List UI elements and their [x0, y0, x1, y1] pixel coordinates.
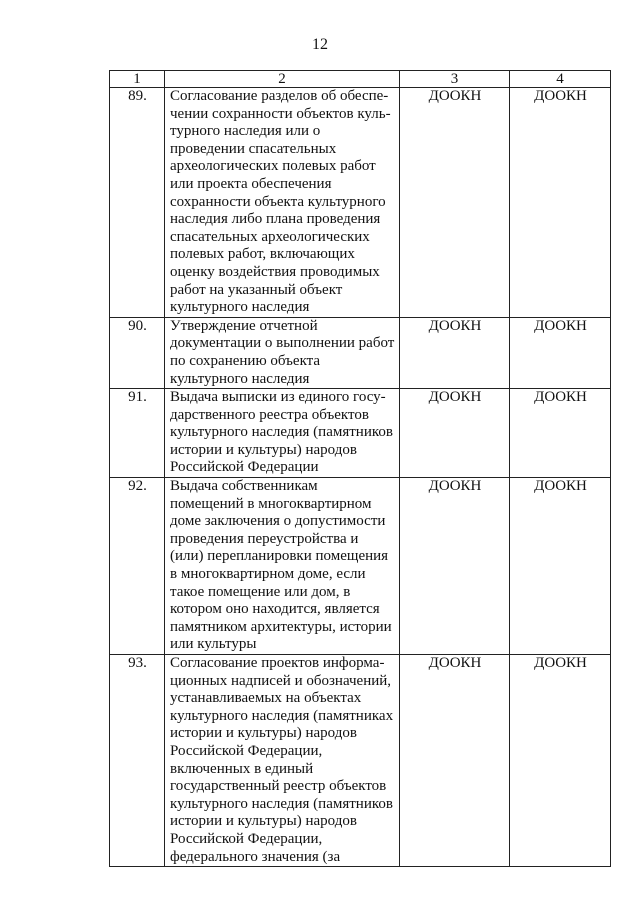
description-line: дарственного реестра объектов [170, 406, 369, 423]
description-line: Выдача собственникам [170, 478, 318, 495]
description-line: устанавливаемых на объектах [170, 690, 362, 707]
row-description [165, 478, 400, 655]
description-line: проведении спасательных [170, 140, 337, 157]
row-number: 93. [110, 655, 165, 867]
table-body [110, 88, 611, 867]
description-line: культурного наследия (памятниках [170, 707, 394, 724]
description-line: полевых работ, включающих [170, 246, 355, 263]
description-line: Согласование проектов информа- [170, 655, 385, 671]
description-line: документации о выполнении работ [170, 335, 395, 352]
row-col3-authority: ДООКН [400, 88, 510, 318]
row-col4-authority: ДООКН [510, 88, 611, 318]
row-col4-authority: ДООКН [510, 478, 611, 655]
description-line: котором оно находится, является [170, 601, 380, 618]
header-row [110, 71, 611, 88]
description-line: культурного наследия (памятников [170, 424, 393, 441]
description-line: культурного наследия (памятников [170, 795, 393, 812]
table-row [110, 389, 611, 478]
row-number: 90. [110, 317, 165, 388]
header-col-3: 3 [400, 71, 510, 88]
description-line: или культуры [170, 636, 257, 653]
description-line: помещений в многоквартирном [170, 495, 372, 512]
description-line: Согласование разделов об обеспе- [170, 88, 389, 104]
description-line: Российской Федерации, [170, 742, 323, 759]
table-row [110, 478, 611, 655]
header-col-4: 4 [510, 71, 611, 88]
description-line: Российской Федерации [170, 459, 319, 476]
description-line: культурного наследия [170, 370, 310, 387]
description-line: работ на указанный объект [170, 281, 343, 298]
description-line: истории и культуры) народов [170, 441, 357, 458]
table-row [110, 88, 611, 318]
description-line: по сохранению объекта [170, 352, 321, 369]
row-col3-authority: ДООКН [400, 317, 510, 388]
description-line: археологических полевых работ [170, 158, 376, 175]
header-col-2: 2 [165, 71, 400, 88]
row-col3-authority: ДООКН [400, 389, 510, 478]
description-line: оценку воздействия проводимых [170, 263, 380, 280]
row-col3-authority: ДООКН [400, 655, 510, 867]
row-number: 91. [110, 389, 165, 478]
row-description [165, 655, 400, 867]
description-line: истории и культуры) народов [170, 725, 357, 742]
row-description [165, 88, 400, 318]
description-line: сохранности объекта культурного [170, 193, 386, 210]
page-number: 12 [312, 36, 328, 53]
description-line: проведения переустройства и [170, 530, 359, 547]
description-line: Выдача выписки из единого госу- [170, 389, 386, 406]
description-line: государственный реестр объектов [170, 778, 387, 795]
description-line: федерального значения (за [170, 848, 341, 865]
services-table [109, 70, 611, 867]
description-line: такое помещение или дом, в [170, 583, 351, 600]
description-line: наследия либо плана проведения [170, 211, 381, 228]
row-col4-authority: ДООКН [510, 389, 611, 478]
description-line: в многоквартирном доме, если [170, 566, 366, 583]
description-line: Российской Федерации, [170, 830, 323, 847]
table-row [110, 655, 611, 867]
row-description [165, 317, 400, 388]
description-line: чении сохранности объектов куль- [170, 105, 391, 122]
description-line: Утверждение отчетной [170, 317, 318, 334]
description-line: (или) перепланировки помещения [170, 548, 389, 565]
description-line: или проекта обеспечения [170, 175, 332, 192]
row-col4-authority: ДООКН [510, 317, 611, 388]
table-row [110, 317, 611, 388]
description-line: ционных надписей и обозначений, [170, 672, 392, 689]
description-line: включенных в единый [170, 760, 314, 777]
description-line: истории и культуры) народов [170, 813, 357, 830]
description-line: культурного наследия [170, 299, 310, 316]
row-number: 92. [110, 478, 165, 655]
table-header [110, 71, 611, 88]
description-line: спасательных археологических [170, 228, 370, 245]
description-line: турного наследия или о [170, 123, 321, 140]
row-col4-authority: ДООКН [510, 655, 611, 867]
description-line: доме заключения о допустимости [170, 513, 386, 530]
row-number: 89. [110, 88, 165, 318]
header-col-1: 1 [110, 71, 165, 88]
description-line: памятником архитектуры, истории [170, 618, 392, 635]
row-col3-authority: ДООКН [400, 478, 510, 655]
row-description [165, 389, 400, 478]
